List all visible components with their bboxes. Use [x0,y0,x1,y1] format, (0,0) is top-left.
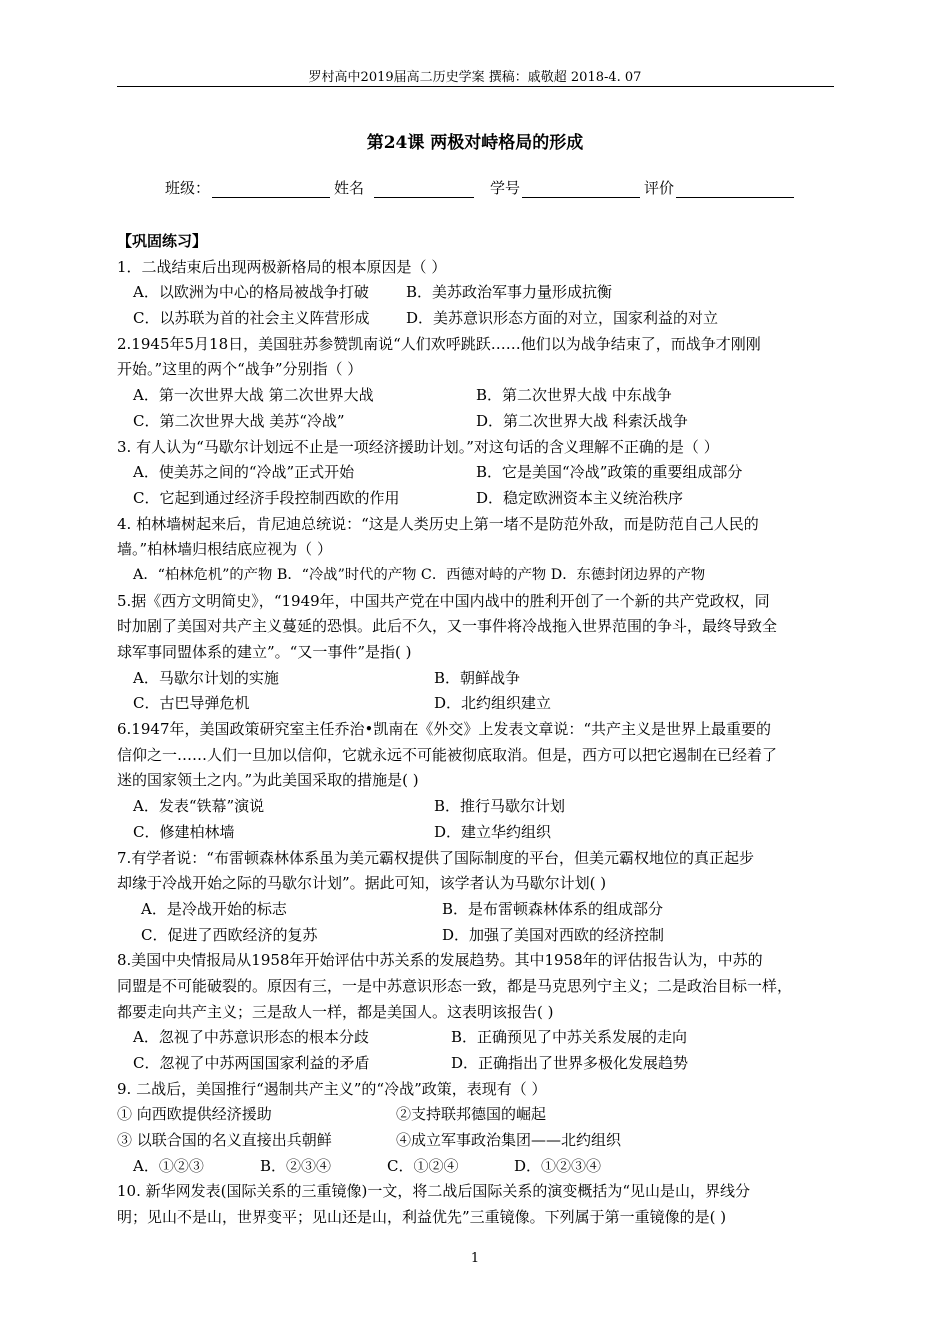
eval-field[interactable] [676,181,794,198]
q1-option-b: B．美苏政治军事力量形成抗衡 [406,283,613,302]
q9-item-1: ① 向西欧提供经济援助 [117,1105,272,1124]
q2-option-b: B．第二次世界大战 中东战争 [476,386,672,405]
q2-option-c: C．第二次世界大战 美苏“冷战” [133,411,345,430]
question-2-stem: 2.1945年5月18日，美国驻苏参赞凯南说“人们欢呼跳跃……他们以为战争结束了，而战争才刚刚 [117,334,761,353]
question-8-stem-cont2: 都要走向共产主义；三是敌人一样，都是美国人。这表明该报告( ) [117,1002,554,1021]
q6-option-c: C．修建柏林墙 [133,822,235,841]
name-label: 姓名 [334,179,365,197]
q2-option-d: D．第二次世界大战 科索沃战争 [476,411,688,430]
question-8-stem-cont: 同盟是不可能破裂的。原因有三，一是中苏意识形态一致，都是马克思列宁主义；二是政治目标一样， [117,976,793,995]
q5-option-a: A．马歇尔计划的实施 [133,668,279,687]
question-8-stem: 8.美国中央情报局从1958年开始评估中苏关系的发展趋势。其中1958年的评估报告认为，中苏的 [117,951,763,970]
q5-option-c: C．古巴导弹危机 [133,694,250,713]
student-info-row [165,177,798,198]
id-field[interactable] [522,181,640,198]
q6-option-d: D．建立华约组织 [434,822,552,841]
q2-option-a: A．第一次世界大战 第二次世界大战 [133,386,374,405]
question-7-stem: 7.有学者说：“布雷顿森林体系虽为美元霸权提供了国际制度的平台，但美元霸权地位的真正起步 [117,848,754,867]
q3-option-a: A．使美苏之间的“冷战”正式开始 [133,463,355,482]
exercise-content [117,229,834,1231]
q1-option-d: D．美苏意识形态方面的对立，国家利益的对立 [406,309,719,328]
question-5-stem-cont: 时加剧了美国对共产主义蔓延的恐惧。此后不久，又一事件将冷战拖入世界范围的争斗，最终导致全 [117,617,778,636]
header-divider [117,86,834,87]
q1-option-a: A．以欧洲为中心的格局被战争打破 [133,283,369,302]
question-4-stem-cont: 墙。”柏林墙归根结底应视为（ ） [117,540,332,559]
question-10-stem-cont: 明；见山不是山，世界变平；见山还是山，利益优先”三重镜像。下列属于第一重镜像的是( ) [117,1208,727,1227]
q9-option-d: D．①②③④ [514,1156,602,1175]
lesson-title: 第24课 两极对峙格局的形成 [366,133,584,153]
q8-option-d: D．正确指出了世界多极化发展趋势 [451,1054,689,1072]
eval-label: 评价 [644,179,675,197]
q9-option-c: C．①②④ [387,1156,459,1175]
question-6-stem-cont2: 迷的国家领土之内。”为此美国采取的措施是( ) [117,771,419,790]
question-2-stem-cont: 开始。”这里的两个“战争”分别指（ ） [117,360,363,379]
class-field[interactable] [212,181,330,198]
q9-item-4: ④成立军事政治集团——北约组织 [396,1131,622,1150]
q9-option-b: B．②③④ [260,1156,332,1175]
q5-option-b: B．朝鲜战争 [434,668,521,687]
q8-option-b: B．正确预见了中苏关系发展的走向 [451,1028,688,1047]
question-5-stem-cont2: 球军事同盟体系的建立”。“又一事件”是指( ) [117,643,412,661]
question-9-stem: 9. 二战后，美国推行“遏制共产主义”的“冷战”政策，表现有（ ） [117,1079,547,1098]
question-5-stem: 5.据《西方文明简史》，“1949年，中国共产党在中国内战中的胜利开创了一个新的共产党政权，同 [117,591,770,610]
question-6-stem-cont: 信仰之一……人们一旦加以信仰，它就永远不可能被彻底取消。但是，西方可以把它遏制在已经着了 [117,745,778,764]
question-3-stem: 3. 有人认为“马歇尔计划远不止是一项经济援助计划。”对这句话的含义理解不正确的是（ ） [117,437,719,456]
name-field[interactable] [374,181,474,198]
q5-option-d: D．北约组织建立 [434,694,552,713]
class-label: 班级： [165,179,211,197]
q6-option-a: A．发表“铁幕”演说 [133,797,265,816]
question-6-stem: 6.1947年，美国政策研究室主任乔治•凯南在《外交》上发表文章说：“共产主义是世界上最重要的 [117,720,772,739]
q1-option-c: C．以苏联为首的社会主义阵营形成 [133,309,370,328]
page-number: 1 [470,1251,480,1266]
page-header: 罗村高中2019届高二历史学案 撰稿：戚敬超 2018-4. 07 [308,70,642,85]
q7-option-b: B．是布雷顿森林体系的组成部分 [442,899,664,918]
q3-option-d: D．稳定欧洲资本主义统治秩序 [476,488,684,507]
q3-option-b: B．它是美国“冷战”政策的重要组成部分 [476,463,743,482]
question-1-stem: 1．二战结束后出现两极新格局的根本原因是（ ） [117,257,447,276]
q9-item-3: ③ 以联合国的名义直接出兵朝鲜 [117,1131,332,1150]
q6-option-b: B．推行马歇尔计划 [434,797,566,816]
section-heading: 【巩固练习】 [117,232,208,250]
q3-option-c: C．它起到通过经济手段控制西欧的作用 [133,488,400,507]
id-label: 学号 [490,179,521,197]
q9-item-2: ②支持联邦德国的崛起 [396,1105,547,1124]
q8-option-c: C．忽视了中苏两国国家利益的矛盾 [133,1054,370,1072]
question-4-stem: 4. 柏林墙树起来后，肯尼迪总统说：“这是人类历史上第一堵不是防范外敌，而是防范自己人民的 [117,514,759,533]
q7-option-d: D．加强了美国对西欧的经济控制 [442,925,665,944]
q7-option-c: C．促进了西欧经济的复苏 [141,925,318,944]
q9-option-a: A．①②③ [133,1156,204,1175]
question-7-stem-cont: 却缘于冷战开始之际的马歇尔计划”。据此可知，该学者认为马歇尔计划( ) [117,874,607,893]
q8-option-a: A．忽视了中苏意识形态的根本分歧 [133,1028,369,1047]
q7-option-a: A．是冷战开始的标志 [141,899,287,918]
q4-options: A．“柏林危机”的产物 B．“冷战”时代的产物 C．西德对峙的产物 D．东德封闭边界的产物 [133,566,706,583]
question-10-stem: 10. 新华网发表(国际关系的三重镜像)一文，将二战后国际关系的演变概括为“见山是山，界线分 [117,1182,750,1201]
